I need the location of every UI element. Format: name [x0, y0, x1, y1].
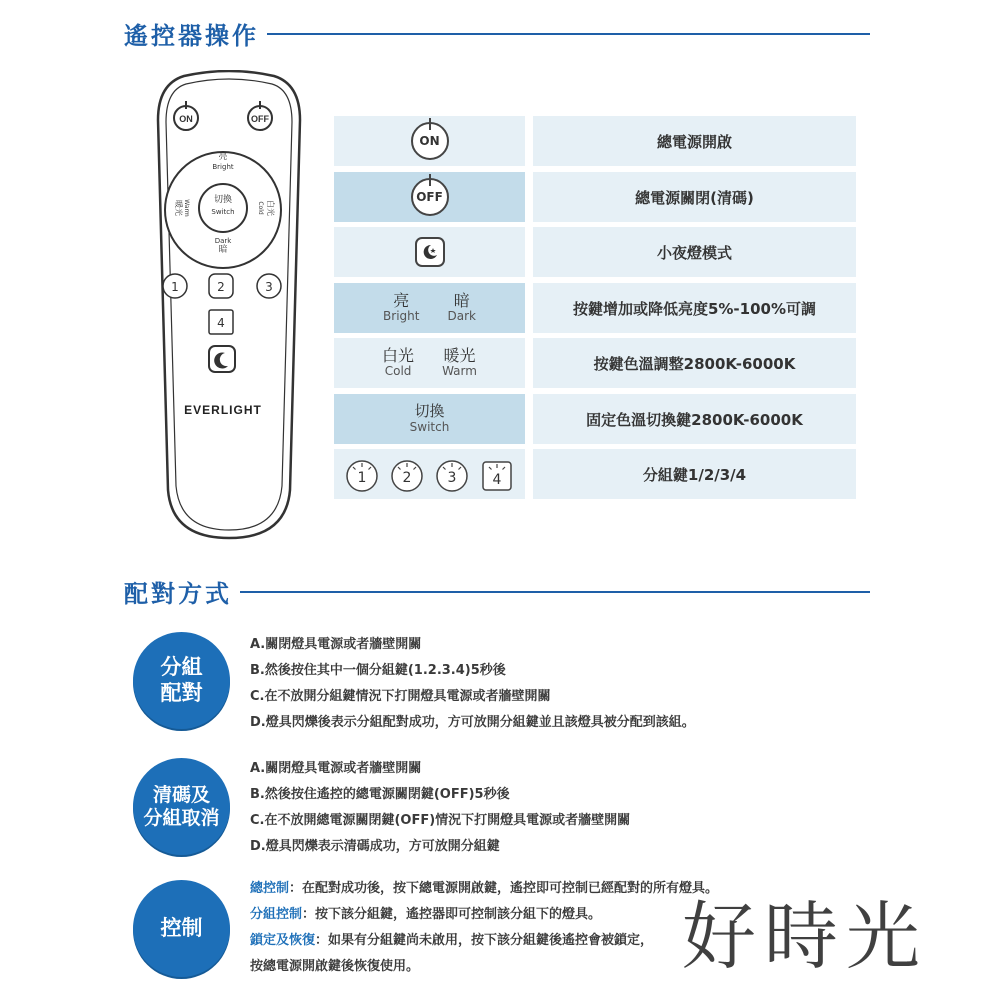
section-header-pairing: [124, 574, 870, 609]
remote-warm-label: 暖光: [174, 200, 183, 216]
row-description: 總電源開啟: [533, 116, 856, 166]
remote-night-light-button: [209, 346, 235, 372]
dark-en: Dark: [447, 309, 476, 324]
table-row: [334, 449, 856, 499]
remote-group-1-button: [163, 274, 187, 298]
warm-en: Warm: [442, 364, 477, 379]
row-description: 按鍵色溫調整2800K-6000K: [533, 338, 856, 388]
remote-cold-label: 白光: [266, 200, 275, 216]
control-item: 按總電源開啟鍵後恢復使用。: [250, 959, 420, 974]
step: A.關閉燈具電源或者牆壁開關: [250, 761, 422, 776]
remote-group-2-button: [209, 274, 233, 298]
row-description: 總電源關閉(清碼): [533, 172, 856, 222]
remote-warm-en: Warm: [183, 199, 190, 217]
remote-bright-en: Bright: [212, 163, 234, 171]
remote-group-4-button: [209, 310, 233, 334]
table-row: [334, 394, 856, 444]
night-light-icon: [415, 237, 445, 267]
svg-text:3: 3: [265, 280, 273, 294]
row-description: 按鍵增加或降低亮度5%-100%可調: [533, 283, 856, 333]
svg-text:4: 4: [217, 316, 225, 330]
remote-group-3-button: [257, 274, 281, 298]
control-item: 分組控制：按下該分組鍵，遙控器即可控制該分組下的燈具。: [250, 907, 602, 922]
switch-en: Switch: [409, 419, 450, 434]
step: C.在不放開分組鍵情況下打開燈具電源或者牆壁開關: [250, 689, 551, 704]
pairing-steps: [250, 632, 695, 736]
control-item: 總控制：在配對成功後，按下總電源開啟鍵，遙控即可控制已經配對的所有燈具。: [250, 881, 719, 896]
clearing-badge: 清碼及 分組取消: [133, 758, 230, 855]
row-description: 小夜燈模式: [533, 227, 856, 277]
section-title: 配對方式: [124, 580, 232, 608]
section-title: 遙控器操作: [124, 22, 259, 50]
svg-text:2: 2: [402, 470, 412, 486]
svg-text:4: 4: [492, 472, 502, 488]
remote-brand-logo: EVERLIGHT: [184, 403, 262, 417]
dark-label: 暗: [453, 291, 470, 311]
remote-cold-en: Cold: [257, 201, 264, 215]
step: B.然後按住遙控的總電源關閉鍵(OFF)5秒後: [250, 787, 510, 802]
section-header-remote-operation: [124, 16, 870, 51]
step: D.燈具閃爍後表示分組配對成功，方可放開分組鍵並且該燈具被分配到該組。: [250, 715, 695, 730]
switch-label: 切換: [414, 402, 445, 421]
off-button-icon: OFF: [411, 178, 449, 216]
remote-dark-en: Dark: [214, 237, 232, 245]
svg-text:2: 2: [217, 280, 225, 294]
on-button-icon: ON: [411, 122, 449, 160]
warm-label: 暖光: [443, 346, 476, 366]
remote-switch-en: Switch: [211, 208, 235, 216]
step: D.燈具閃爍表示清碼成功，方可放開分組鍵: [250, 839, 500, 854]
row-description: 固定色溫切換鍵2800K-6000K: [533, 394, 856, 444]
watermark-text: 好時光: [682, 894, 928, 980]
table-row: [334, 116, 856, 166]
table-row: [334, 172, 856, 222]
step: C.在不放開總電源關閉鍵(OFF)情況下打開燈具電源或者牆壁開關: [250, 813, 631, 828]
svg-text:1: 1: [171, 280, 179, 294]
remote-bright-zh: 亮: [218, 152, 228, 162]
section-divider: [267, 33, 870, 35]
control-badge: 控制: [133, 880, 230, 977]
group-4-icon: [477, 454, 517, 494]
step: B.然後按住其中一個分組鍵(1.2.3.4)5秒後: [250, 663, 506, 678]
section-divider: [240, 591, 870, 593]
control-steps: [250, 876, 718, 980]
remote-on-label: ON: [179, 114, 193, 124]
group-1-icon: [342, 454, 382, 494]
svg-text:1: 1: [357, 470, 367, 486]
remote-control-illustration: [154, 70, 304, 540]
cold-label: 白光: [382, 346, 415, 366]
cold-en: Cold: [384, 364, 412, 379]
group-2-icon: [387, 454, 427, 494]
control-item: 鎖定及恢復：如果有分組鍵尚未啟用，按下該分組鍵後遙控會被鎖定，: [250, 933, 654, 948]
table-row: [334, 227, 856, 277]
clearing-steps: [250, 756, 630, 860]
svg-text:3: 3: [447, 470, 457, 486]
remote-switch-zh: 切換: [213, 195, 233, 205]
group-3-icon: [432, 454, 472, 494]
remote-off-label: OFF: [251, 114, 269, 124]
bright-label: 亮: [393, 291, 410, 311]
table-row: [334, 338, 856, 388]
bright-en: Bright: [383, 309, 420, 324]
table-row: [334, 283, 856, 333]
pairing-badge: 分組 配對: [133, 632, 230, 729]
step: A.關閉燈具電源或者牆壁開關: [250, 637, 422, 652]
row-description: 分組鍵1/2/3/4: [533, 449, 856, 499]
remote-dark-zh: 暗: [218, 245, 228, 255]
